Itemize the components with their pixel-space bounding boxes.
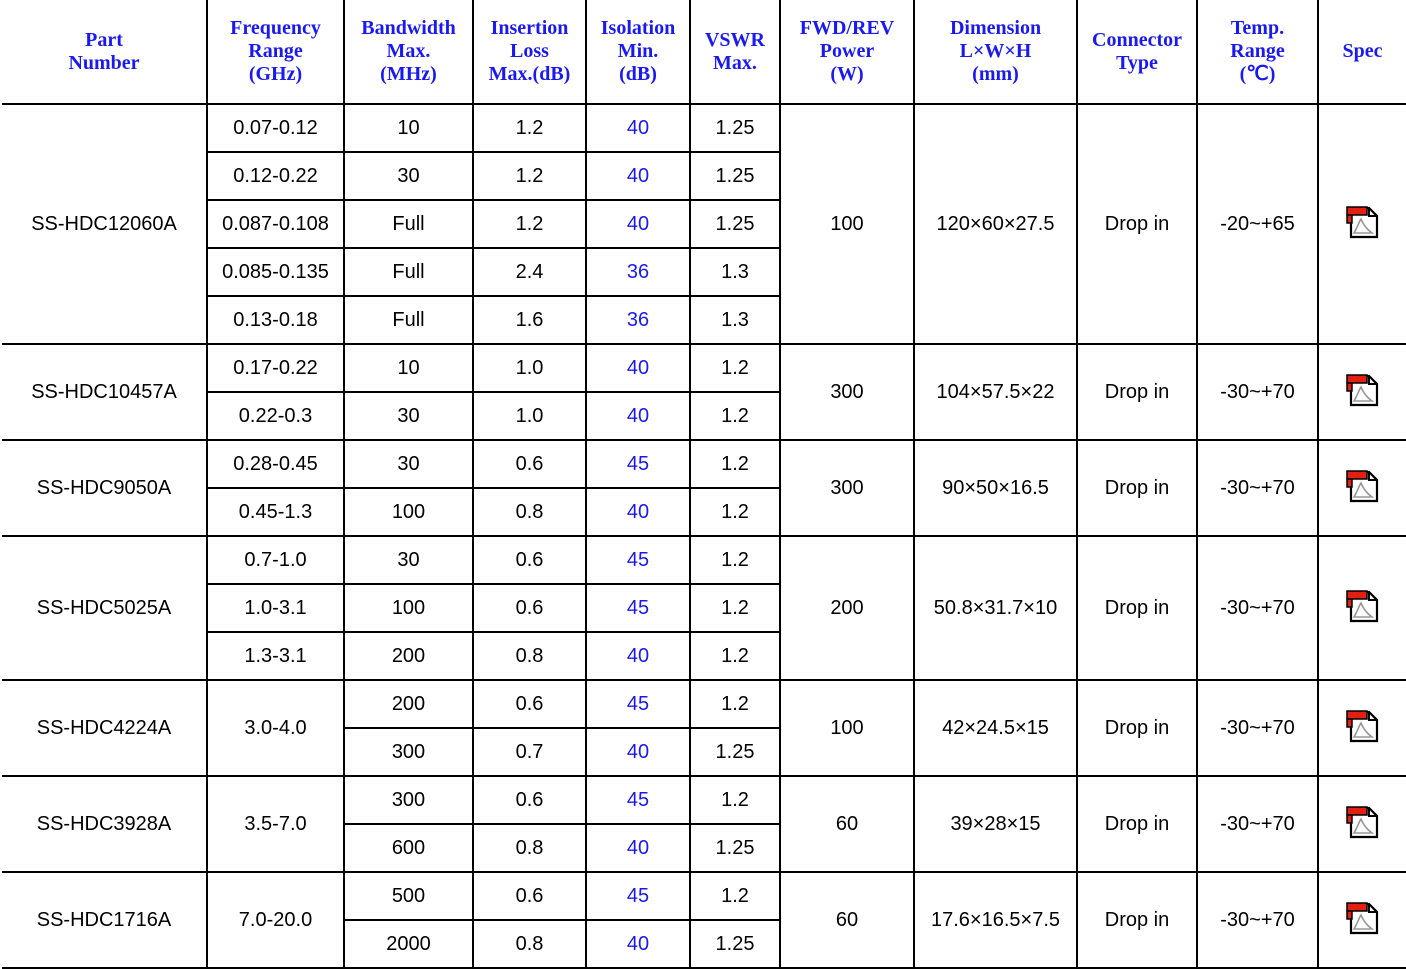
vswr-cell: 1.2: [690, 536, 780, 584]
header-spec: Spec: [1318, 0, 1406, 104]
frequency-range-cell: 0.7-1.0: [207, 536, 344, 584]
power-cell: 100: [780, 680, 914, 776]
table-row: [2, 776, 1406, 824]
frequency-range-cell: 3.5-7.0: [207, 776, 344, 872]
isolation-cell: 45: [586, 872, 690, 920]
spec-cell: [1318, 680, 1406, 776]
power-cell: 60: [780, 872, 914, 968]
insertion-loss-cell: 1.6: [473, 296, 586, 344]
table-row: [2, 344, 1406, 392]
header-frequency-range: Frequency Range (GHz): [207, 0, 344, 104]
vswr-cell: 1.2: [690, 344, 780, 392]
pdf-document-icon[interactable]: [1344, 466, 1382, 510]
insertion-loss-cell: 1.2: [473, 104, 586, 152]
bandwidth-cell: 30: [344, 152, 473, 200]
connector-type-cell: Drop in: [1077, 440, 1197, 536]
isolation-cell: 40: [586, 104, 690, 152]
bandwidth-cell: 200: [344, 632, 473, 680]
insertion-loss-cell: 0.8: [473, 488, 586, 536]
frequency-range-cell: 0.07-0.12: [207, 104, 344, 152]
frequency-range-cell: 1.0-3.1: [207, 584, 344, 632]
connector-type-cell: Drop in: [1077, 344, 1197, 440]
temp-range-cell: -20~+65: [1197, 104, 1318, 344]
header-bandwidth: Bandwidth Max. (MHz): [344, 0, 473, 104]
spec-cell: [1318, 440, 1406, 536]
isolation-cell: 40: [586, 200, 690, 248]
part-number-cell: SS-HDC4224A: [2, 680, 207, 776]
header-power: FWD/REV Power (W): [780, 0, 914, 104]
connector-type-cell: Drop in: [1077, 104, 1197, 344]
vswr-cell: 1.25: [690, 920, 780, 968]
vswr-cell: 1.25: [690, 728, 780, 776]
bandwidth-cell: 30: [344, 536, 473, 584]
vswr-cell: 1.3: [690, 296, 780, 344]
pdf-document-icon[interactable]: [1344, 202, 1382, 246]
dimension-cell: 104×57.5×22: [914, 344, 1077, 440]
part-number-cell: SS-HDC3928A: [2, 776, 207, 872]
connector-type-cell: Drop in: [1077, 680, 1197, 776]
temp-range-cell: -30~+70: [1197, 872, 1318, 968]
vswr-cell: 1.2: [690, 584, 780, 632]
part-number-cell: SS-HDC5025A: [2, 536, 207, 680]
temp-range-cell: -30~+70: [1197, 536, 1318, 680]
isolation-cell: 45: [586, 776, 690, 824]
dimension-cell: 120×60×27.5: [914, 104, 1077, 344]
bandwidth-cell: 10: [344, 104, 473, 152]
isolation-cell: 40: [586, 392, 690, 440]
isolation-cell: 40: [586, 920, 690, 968]
part-number-cell: SS-HDC10457A: [2, 344, 207, 440]
frequency-range-cell: 0.085-0.135: [207, 248, 344, 296]
spec-cell: [1318, 344, 1406, 440]
isolation-cell: 36: [586, 296, 690, 344]
header-row: [2, 0, 1406, 104]
insertion-loss-cell: 1.2: [473, 200, 586, 248]
power-cell: 300: [780, 440, 914, 536]
spec-cell: [1318, 536, 1406, 680]
bandwidth-cell: 2000: [344, 920, 473, 968]
frequency-range-cell: 0.17-0.22: [207, 344, 344, 392]
bandwidth-cell: Full: [344, 200, 473, 248]
bandwidth-cell: 100: [344, 584, 473, 632]
header-dimension: Dimension L×W×H (mm): [914, 0, 1077, 104]
insertion-loss-cell: 1.0: [473, 392, 586, 440]
isolation-cell: 45: [586, 536, 690, 584]
frequency-range-cell: 0.087-0.108: [207, 200, 344, 248]
spec-cell: [1318, 776, 1406, 872]
bandwidth-cell: 30: [344, 440, 473, 488]
vswr-cell: 1.2: [690, 632, 780, 680]
dimension-cell: 42×24.5×15: [914, 680, 1077, 776]
isolation-cell: 40: [586, 344, 690, 392]
part-number-cell: SS-HDC12060A: [2, 104, 207, 344]
vswr-cell: 1.2: [690, 488, 780, 536]
temp-range-cell: -30~+70: [1197, 776, 1318, 872]
bandwidth-cell: 300: [344, 728, 473, 776]
table-row: [2, 680, 1406, 728]
insertion-loss-cell: 2.4: [473, 248, 586, 296]
isolation-cell: 36: [586, 248, 690, 296]
temp-range-cell: -30~+70: [1197, 344, 1318, 440]
insertion-loss-cell: 0.6: [473, 536, 586, 584]
power-cell: 60: [780, 776, 914, 872]
power-cell: 300: [780, 344, 914, 440]
frequency-range-cell: 7.0-20.0: [207, 872, 344, 968]
power-cell: 100: [780, 104, 914, 344]
pdf-document-icon[interactable]: [1344, 586, 1382, 630]
table-row: [2, 104, 1406, 152]
pdf-document-icon[interactable]: [1344, 706, 1382, 750]
dimension-cell: 17.6×16.5×7.5: [914, 872, 1077, 968]
insertion-loss-cell: 0.8: [473, 824, 586, 872]
insertion-loss-cell: 0.6: [473, 680, 586, 728]
isolation-cell: 45: [586, 584, 690, 632]
part-number-cell: SS-HDC9050A: [2, 440, 207, 536]
insertion-loss-cell: 0.6: [473, 440, 586, 488]
vswr-cell: 1.2: [690, 872, 780, 920]
pdf-document-icon[interactable]: [1344, 898, 1382, 942]
spec-cell: [1318, 104, 1406, 344]
frequency-range-cell: 3.0-4.0: [207, 680, 344, 776]
bandwidth-cell: 500: [344, 872, 473, 920]
bandwidth-cell: 200: [344, 680, 473, 728]
frequency-range-cell: 1.3-3.1: [207, 632, 344, 680]
insertion-loss-cell: 1.0: [473, 344, 586, 392]
temp-range-cell: -30~+70: [1197, 680, 1318, 776]
isolation-cell: 45: [586, 680, 690, 728]
header-vswr: VSWR Max.: [690, 0, 780, 104]
bandwidth-cell: Full: [344, 296, 473, 344]
temp-range-cell: -30~+70: [1197, 440, 1318, 536]
header-temp-range: Temp. Range (℃): [1197, 0, 1318, 104]
isolation-cell: 40: [586, 152, 690, 200]
vswr-cell: 1.2: [690, 776, 780, 824]
insertion-loss-cell: 0.8: [473, 632, 586, 680]
insertion-loss-cell: 1.2: [473, 152, 586, 200]
table-row: [2, 872, 1406, 920]
table-row: [2, 440, 1406, 488]
pdf-document-icon[interactable]: [1344, 370, 1382, 414]
connector-type-cell: Drop in: [1077, 776, 1197, 872]
spec-cell: [1318, 872, 1406, 968]
insertion-loss-cell: 0.7: [473, 728, 586, 776]
part-number-cell: SS-HDC1716A: [2, 872, 207, 968]
table-row: [2, 536, 1406, 584]
isolation-cell: 45: [586, 440, 690, 488]
header-part-number: Part Number: [2, 0, 207, 104]
isolation-cell: 40: [586, 632, 690, 680]
dimension-cell: 90×50×16.5: [914, 440, 1077, 536]
bandwidth-cell: 600: [344, 824, 473, 872]
header-connector-type: Connector Type: [1077, 0, 1197, 104]
vswr-cell: 1.25: [690, 104, 780, 152]
insertion-loss-cell: 0.6: [473, 872, 586, 920]
vswr-cell: 1.25: [690, 824, 780, 872]
frequency-range-cell: 0.13-0.18: [207, 296, 344, 344]
power-cell: 200: [780, 536, 914, 680]
connector-type-cell: Drop in: [1077, 872, 1197, 968]
insertion-loss-cell: 0.8: [473, 920, 586, 968]
bandwidth-cell: Full: [344, 248, 473, 296]
isolation-cell: 40: [586, 728, 690, 776]
isolation-cell: 40: [586, 488, 690, 536]
connector-type-cell: Drop in: [1077, 536, 1197, 680]
isolation-cell: 40: [586, 824, 690, 872]
vswr-cell: 1.25: [690, 152, 780, 200]
vswr-cell: 1.25: [690, 200, 780, 248]
vswr-cell: 1.2: [690, 680, 780, 728]
product-spec-table: [2, 0, 1406, 969]
frequency-range-cell: 0.12-0.22: [207, 152, 344, 200]
vswr-cell: 1.2: [690, 392, 780, 440]
bandwidth-cell: 10: [344, 344, 473, 392]
dimension-cell: 50.8×31.7×10: [914, 536, 1077, 680]
frequency-range-cell: 0.45-1.3: [207, 488, 344, 536]
pdf-document-icon[interactable]: [1344, 802, 1382, 846]
insertion-loss-cell: 0.6: [473, 584, 586, 632]
bandwidth-cell: 300: [344, 776, 473, 824]
bandwidth-cell: 30: [344, 392, 473, 440]
header-insertion-loss: Insertion Loss Max.(dB): [473, 0, 586, 104]
dimension-cell: 39×28×15: [914, 776, 1077, 872]
vswr-cell: 1.3: [690, 248, 780, 296]
frequency-range-cell: 0.22-0.3: [207, 392, 344, 440]
vswr-cell: 1.2: [690, 440, 780, 488]
bandwidth-cell: 100: [344, 488, 473, 536]
insertion-loss-cell: 0.6: [473, 776, 586, 824]
header-isolation: Isolation Min. (dB): [586, 0, 690, 104]
frequency-range-cell: 0.28-0.45: [207, 440, 344, 488]
